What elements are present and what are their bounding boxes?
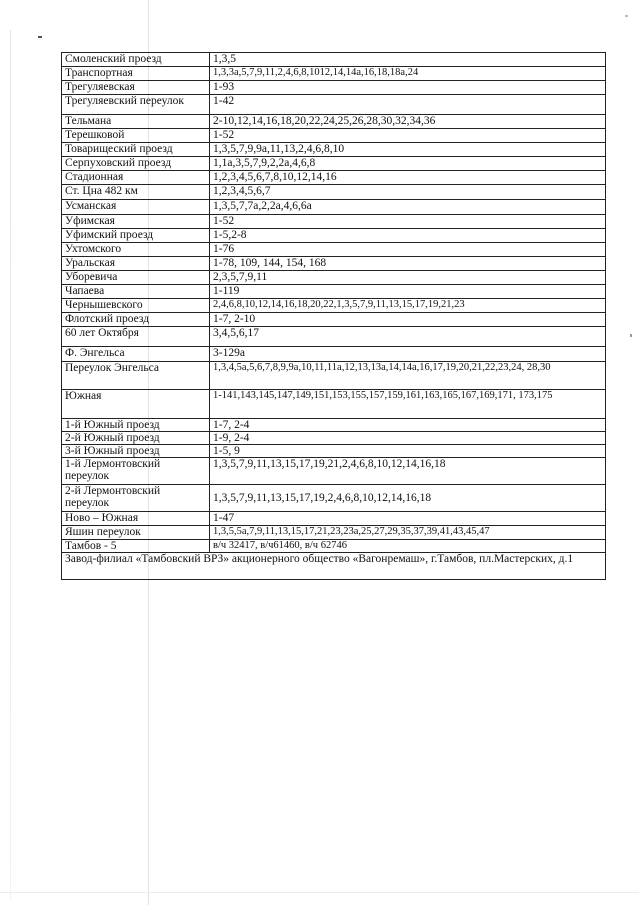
table-row: [62, 299, 606, 313]
house-numbers: 1-5, 9: [210, 445, 606, 458]
table-row: [62, 143, 606, 157]
table-row: [62, 553, 606, 580]
scan-mark: [630, 334, 632, 337]
table-row: [62, 257, 606, 271]
house-numbers: 1-119: [210, 285, 606, 299]
table-row: [62, 229, 606, 243]
table-row: [62, 129, 606, 143]
house-numbers: 1,1а,3,5,7,9,2,2а,4,6,8: [210, 157, 606, 171]
street-name: 1-й Лермонтовский переулок: [62, 458, 210, 485]
house-numbers: в/ч 32417, в/ч61460, в/ч 62746: [210, 540, 606, 553]
table-row: [62, 485, 606, 512]
street-table: [61, 52, 606, 580]
house-numbers: 1,3,5,5а,7,9,11,13,15,17,21,23,23а,25,27,29,35,37,39,41,43,45,47: [210, 526, 606, 540]
house-numbers: 1-78, 109, 144, 154, 168: [210, 257, 606, 271]
table-row: [62, 95, 606, 115]
street-name: Терешковой: [62, 129, 210, 143]
house-numbers: 2-10,12,14,16,18,20,22,24,25,26,28,30,32,34,36: [210, 115, 606, 129]
house-numbers: 1,3,5,7,9,11,13,15,17,19,2,4,6,8,10,12,14,16,18: [210, 485, 606, 512]
table-row: [62, 526, 606, 540]
house-numbers: 1,3,5,7,9,11,13,15,17,19,21,2,4,6,8,10,12,14,16,18: [210, 458, 606, 485]
house-numbers: 1-52: [210, 215, 606, 229]
table-row: [62, 215, 606, 229]
house-numbers: 1-93: [210, 81, 606, 95]
street-name: Стадионная: [62, 171, 210, 185]
street-name: Чапаева: [62, 285, 210, 299]
street-name: Серпуховский проезд: [62, 157, 210, 171]
table-row: [62, 67, 606, 81]
street-name: Трегуляевская: [62, 81, 210, 95]
table-row: [62, 157, 606, 171]
table-row: [62, 285, 606, 299]
house-numbers: 1-7, 2-4: [210, 419, 606, 432]
house-numbers: 2,3,5,7,9,11: [210, 271, 606, 285]
house-numbers: 3-129а: [210, 347, 606, 362]
table-row: [62, 445, 606, 458]
street-name: 60 лет Октября: [62, 327, 210, 347]
street-name: Ф. Энгельса: [62, 347, 210, 362]
street-name: Уфимский проезд: [62, 229, 210, 243]
street-name: Тамбов - 5: [62, 540, 210, 553]
street-name: Усманская: [62, 200, 210, 215]
house-numbers: 1,3,3а,5,7,9,11,2,4,6,8,1012,14,14а,16,18,18а,24: [210, 67, 606, 81]
table-row: [62, 81, 606, 95]
street-name: Чернышевского: [62, 299, 210, 313]
house-numbers: 1,3,5,7,7а,2,2а,4,6,6а: [210, 200, 606, 215]
street-name: 2-й Лермонтовский переулок: [62, 485, 210, 512]
street-name: Смоленский проезд: [62, 53, 210, 67]
table-row: [62, 243, 606, 257]
house-numbers: 1,3,5: [210, 53, 606, 67]
table-row: [62, 185, 606, 200]
scan-mark: [625, 15, 628, 17]
table-row: [62, 171, 606, 185]
street-name: Товарищеский проезд: [62, 143, 210, 157]
street-name: Южная: [62, 390, 210, 419]
street-name: Трегуляевский переулок: [62, 95, 210, 115]
footer-note: Завод-филиал «Тамбовский ВРЗ» акционерного общество «Вагонремаш», г.Тамбов, пл.Мастерских, д.1: [62, 553, 606, 580]
table-row: [62, 458, 606, 485]
house-numbers: 1-76: [210, 243, 606, 257]
street-name: Транспортная: [62, 67, 210, 81]
street-name: Уфимская: [62, 215, 210, 229]
table-row: [62, 200, 606, 215]
street-name: Яшин переулок: [62, 526, 210, 540]
street-name: Тельмана: [62, 115, 210, 129]
street-name: 3-й Южный проезд: [62, 445, 210, 458]
table-row: [62, 347, 606, 362]
house-numbers: 1-5,2-8: [210, 229, 606, 243]
house-numbers: 1-52: [210, 129, 606, 143]
table-row: [62, 362, 606, 390]
street-name: Уральская: [62, 257, 210, 271]
street-name: Переулок Энгельса: [62, 362, 210, 390]
house-numbers: 1-47: [210, 512, 606, 526]
street-name: Ухтомского: [62, 243, 210, 257]
house-numbers: 3,4,5,6,17: [210, 327, 606, 347]
table-row: [62, 419, 606, 432]
house-numbers: 1-9, 2-4: [210, 432, 606, 445]
table-row: [62, 115, 606, 129]
table-row: [62, 432, 606, 445]
table-row: [62, 53, 606, 67]
house-numbers: 2,4,6,8,10,12,14,16,18,20,22,1,3,5,7,9,11,13,15,17,19,21,23: [210, 299, 606, 313]
scan-artifact-bottom: [0, 892, 639, 893]
house-numbers: 1-42: [210, 95, 606, 115]
street-name: Ст. Цна 482 км: [62, 185, 210, 200]
scan-mark: [38, 36, 42, 38]
house-numbers: 1,3,5,7,9,9а,11,13,2,4,6,8,10: [210, 143, 606, 157]
table-row: [62, 313, 606, 327]
house-numbers: 1-7, 2-10: [210, 313, 606, 327]
table-row: [62, 327, 606, 347]
street-name: 2-й Южный проезд: [62, 432, 210, 445]
street-name: Ново – Южная: [62, 512, 210, 526]
table-row: [62, 512, 606, 526]
scan-artifact-left: [10, 30, 11, 900]
street-name: Уборевича: [62, 271, 210, 285]
street-name: Флотский проезд: [62, 313, 210, 327]
table-row: [62, 390, 606, 419]
table-row: [62, 271, 606, 285]
table-row: [62, 540, 606, 553]
street-name: 1-й Южный проезд: [62, 419, 210, 432]
house-numbers: 1,3,4,5а,5,6,7,8,9,9а,10,11,11а,12,13,13а,14,14а,16,17,19,20,21,22,23,24, 28,30: [210, 362, 606, 390]
house-numbers: 1-141,143,145,147,149,151,153,155,157,159,161,163,165,167,169,171, 173,175: [210, 390, 606, 419]
house-numbers: 1,2,3,4,5,6,7: [210, 185, 606, 200]
house-numbers: 1,2,3,4,5,6,7,8,10,12,14,16: [210, 171, 606, 185]
